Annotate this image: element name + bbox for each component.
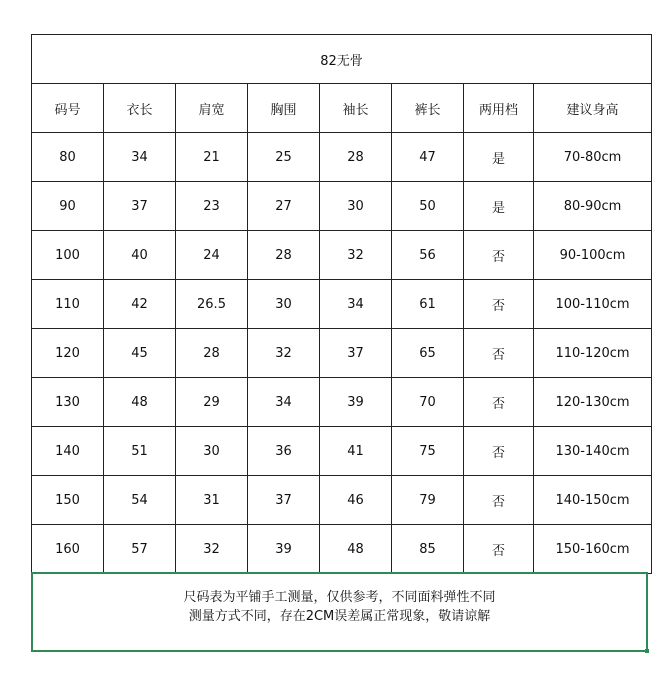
table-cell: 70 [392,378,464,427]
table-cell: 110-120cm [534,329,652,378]
note-box [31,572,648,652]
table-cell: 79 [392,476,464,525]
table-cell: 30 [320,182,392,231]
table-cell: 70-80cm [534,133,652,182]
table-cell: 140 [32,427,104,476]
table-row [32,525,652,574]
table-cell: 41 [320,427,392,476]
header-shoulder: 肩宽 [176,84,248,133]
table-cell: 48 [104,378,176,427]
table-cell: 25 [248,133,320,182]
table-cell: 23 [176,182,248,231]
note-line-2: 测量方式不同，存在2CM误差属正常现象，敬请谅解 [188,609,491,624]
table-cell: 30 [176,427,248,476]
table-cell: 24 [176,231,248,280]
table-cell: 45 [104,329,176,378]
table-cell: 36 [248,427,320,476]
table-cell: 50 [392,182,464,231]
table-cell: 56 [392,231,464,280]
header-length: 衣长 [104,84,176,133]
header-crotch: 两用档 [464,84,534,133]
table-cell: 160 [32,525,104,574]
table-cell: 90-100cm [534,231,652,280]
table-cell: 47 [392,133,464,182]
table-cell: 26.5 [176,280,248,329]
table-cell: 21 [176,133,248,182]
table-cell: 否 [464,476,534,525]
table-row [32,231,652,280]
table-cell: 100 [32,231,104,280]
table-row [32,133,652,182]
table-cell: 否 [464,378,534,427]
table-cell: 37 [248,476,320,525]
table-cell: 57 [104,525,176,574]
table-cell: 34 [104,133,176,182]
header-sleeve: 袖长 [320,84,392,133]
table-cell: 37 [104,182,176,231]
table-row [32,280,652,329]
table-cell: 39 [248,525,320,574]
table-cell: 140-150cm [534,476,652,525]
table-cell: 65 [392,329,464,378]
table-cell: 150 [32,476,104,525]
header-size: 码号 [32,84,104,133]
table-cell: 27 [248,182,320,231]
size-table [31,34,652,574]
table-cell: 80-90cm [534,182,652,231]
header-pants: 裤长 [392,84,464,133]
table-row [32,476,652,525]
table-cell: 46 [320,476,392,525]
table-cell: 120-130cm [534,378,652,427]
table-cell: 28 [248,231,320,280]
header-row [32,84,652,133]
table-cell: 110 [32,280,104,329]
table-cell: 32 [248,329,320,378]
note-line-1: 尺码表为平铺手工测量，仅供参考，不同面料弹性不同 [183,590,496,605]
table-cell: 否 [464,280,534,329]
table-cell: 51 [104,427,176,476]
table-cell: 75 [392,427,464,476]
table-cell: 37 [320,329,392,378]
table-cell: 是 [464,182,534,231]
table-cell: 42 [104,280,176,329]
table-cell: 130-140cm [534,427,652,476]
table-cell: 40 [104,231,176,280]
table-title: 82无骨 [32,35,652,84]
table-row [32,378,652,427]
table-cell: 54 [104,476,176,525]
table-row [32,329,652,378]
header-chest: 胸围 [248,84,320,133]
table-cell: 48 [320,525,392,574]
table-cell: 否 [464,231,534,280]
table-cell: 130 [32,378,104,427]
table-cell: 否 [464,427,534,476]
table-cell: 34 [248,378,320,427]
table-cell: 28 [176,329,248,378]
table-cell: 否 [464,329,534,378]
table-cell: 31 [176,476,248,525]
title-row [32,35,652,84]
table-cell: 80 [32,133,104,182]
table-cell: 120 [32,329,104,378]
table-cell: 39 [320,378,392,427]
table-cell: 150-160cm [534,525,652,574]
table-cell: 29 [176,378,248,427]
header-height: 建议身高 [534,84,652,133]
table-cell: 是 [464,133,534,182]
table-cell: 30 [248,280,320,329]
table-cell: 85 [392,525,464,574]
table-cell: 34 [320,280,392,329]
table-cell: 61 [392,280,464,329]
table-cell: 否 [464,525,534,574]
table-cell: 32 [176,525,248,574]
table-row [32,427,652,476]
table-cell: 100-110cm [534,280,652,329]
table-cell: 28 [320,133,392,182]
table-row [32,182,652,231]
resize-corner [645,649,649,653]
table-cell: 90 [32,182,104,231]
table-cell: 32 [320,231,392,280]
